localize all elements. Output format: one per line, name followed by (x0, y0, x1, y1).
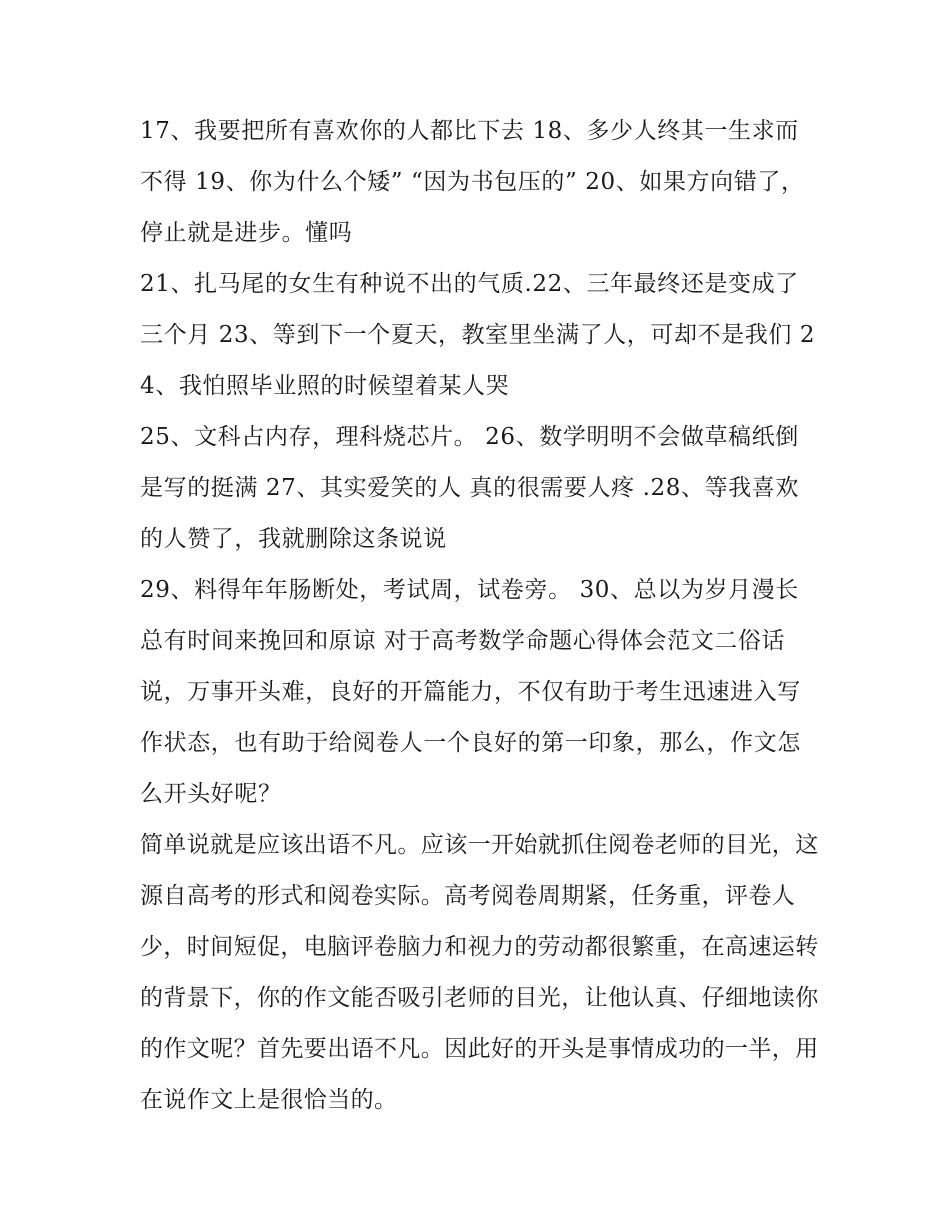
paragraph-2: 21、扎马尾的女生有种说不出的气质.22、三年最终还是变成了三个月 23、等到下一个夏天，教室里坐满了人，可却不是我们 24、我怕照毕业照的时候望着某人哭 (140, 271, 816, 399)
document-body (140, 106, 820, 1126)
paragraph-3: 25、文科占内存，理科烧芯片。 26、数学明明不会做草稿纸倒是写的挺满 27、其实爱笑的人 真的很需要人疼 .28、等我喜欢的人赞了，我就删除这条说说 (140, 424, 799, 552)
paragraph-4: 29、料得年年肠断处，考试周，试卷旁。 30、总以为岁月漫长总有时间来挽回和原谅 对于高考数学命题心得体会范文二俗话说，万事开头难，良好的开篇能力，不仅有助于考生迅速进入写作状态，也有助于给阅卷人一个良好的第一印象，那么，作文怎么开头好呢？ (140, 577, 801, 807)
paragraph-5: 简单说就是应该出语不凡。应该一开始就抓住阅卷老师的目光，这源自高考的形式和阅卷实际。高考阅卷周期紧，任务重，评卷人少，时间短促，电脑评卷脑力和视力的劳动都很繁重，在高速运转的背景下，你的作文能否吸引老师的目光，让他认真、仔细地读你的作文呢？首先要出语不凡。因此好的开头是事情成功的一半，用在说作文上是很恰当的。 (140, 832, 819, 1113)
paragraph-1: 17、我要把所有喜欢你的人都比下去 18、多少人终其一生求而不得 19、你为什么个矮” “因为书包压的” 20、如果方向错了，停止就是进步。懂吗 (140, 118, 805, 246)
